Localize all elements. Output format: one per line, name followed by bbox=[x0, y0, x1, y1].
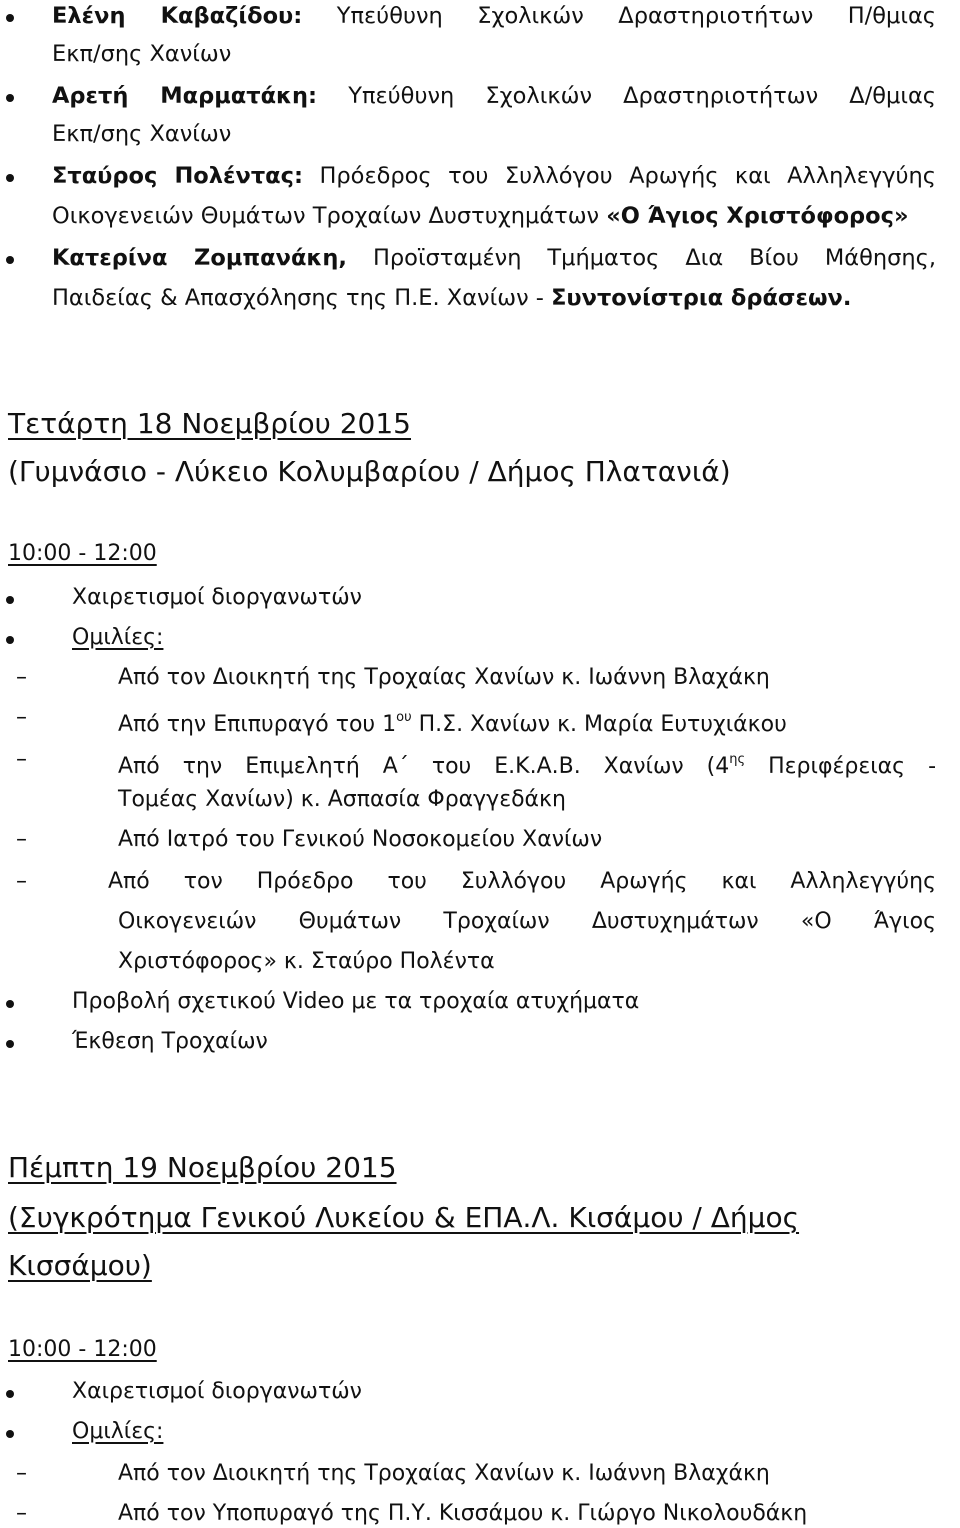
dash: – bbox=[16, 1501, 27, 1526]
organizer-line-cont bbox=[52, 196, 936, 236]
day1-welcome: Χαιρετισμοί διοργανωτών bbox=[72, 585, 362, 610]
organizer-role: Προϊσταμένη Τμήματος Δια Βίου Μάθησης, bbox=[372, 245, 937, 271]
day2-venue: (Συγκρότημα Γενικού Λυκείου & ΕΠΑ.Λ. Κισάμου / Δήμος bbox=[8, 1201, 800, 1234]
organizer-name: Κατερίνα Ζομπανάκη, bbox=[52, 245, 347, 271]
dash: – bbox=[16, 827, 27, 852]
bullet bbox=[6, 256, 14, 264]
day1-talk bbox=[118, 658, 936, 698]
organizer-role-cont: Παιδείας & Απασχόλησης της Π.Ε. Χανίων - bbox=[52, 285, 544, 311]
dash: – bbox=[16, 1461, 27, 1486]
day1-talk-cont bbox=[118, 902, 936, 942]
talk-speaker-role-cont: Τομέας Χανίων) bbox=[118, 787, 294, 812]
talk-speaker-role: Από την Επιπυραγό του 1 bbox=[118, 712, 397, 737]
organizer-role: Υπεύθυνη Σχολικών Δραστηριοτήτων Π/θμιας bbox=[336, 3, 936, 29]
organizer-name: Αρετή Μαρματάκη: bbox=[52, 83, 318, 109]
talk-speaker-role: Από Ιατρό του Γενικού Νοσοκομείου Χανίων bbox=[118, 827, 603, 852]
bullet bbox=[6, 1430, 14, 1438]
day1-talk-cont bbox=[118, 780, 936, 820]
bullet bbox=[6, 94, 14, 102]
organizer-line bbox=[52, 0, 936, 36]
day2-talk bbox=[118, 1454, 936, 1494]
bullet bbox=[6, 636, 14, 644]
organizer-name: Σταύρος Πολέντας: bbox=[52, 163, 303, 189]
dash: – bbox=[16, 869, 27, 894]
dash: – bbox=[16, 705, 27, 730]
day1-talk-cont bbox=[118, 942, 936, 982]
day2-title: Πέμπτη 19 Νοεμβρίου 2015 bbox=[8, 1151, 397, 1184]
organizer-role-cont: Οικογενειών Θυμάτων Τροχαίων Δυστυχημάτων bbox=[52, 203, 600, 229]
talk-speaker-role-cont: Περιφέρειας - bbox=[745, 754, 937, 779]
organizer-line bbox=[52, 238, 936, 278]
organizer-role-cont: Εκπ/σης Χανίων bbox=[52, 121, 232, 147]
bullet bbox=[6, 174, 14, 182]
dash: – bbox=[16, 747, 27, 772]
day2-talk bbox=[118, 1494, 936, 1528]
talk-speaker-role: Από τον Υποπυραγό της Π.Υ. Κισσάμου bbox=[118, 1501, 544, 1526]
bullet bbox=[6, 596, 14, 604]
talk-speaker-name: κ. Ιωάννη Βλαχάκη bbox=[561, 1461, 770, 1486]
talk-speaker-name: κ. Σταύρο Πολέντα bbox=[283, 949, 495, 974]
superscript: ης bbox=[729, 752, 746, 767]
organizer-role-cont: Εκπ/σης Χανίων bbox=[52, 41, 232, 67]
day1-video: Προβολή σχετικού Video με τα τροχαία ατυχήματα bbox=[72, 989, 640, 1014]
talk-speaker-name: κ. Ασπασία Φραγγεδάκη bbox=[300, 787, 566, 812]
bullet bbox=[6, 1390, 14, 1398]
organizer-line-cont bbox=[52, 34, 936, 74]
talk-speaker-role: Από την Επιμελητή Α΄ του Ε.Κ.Α.Β. Χανίων (4 bbox=[118, 754, 730, 779]
day1-title: Τετάρτη 18 Νοεμβρίου 2015 bbox=[8, 407, 411, 440]
day1-exhibition: Έκθεση Τροχαίων bbox=[72, 1029, 268, 1054]
superscript: ου bbox=[396, 710, 412, 725]
day2-talks-label: Ομιλίες: bbox=[72, 1419, 164, 1444]
talk-speaker-role: Από τον Διοικητή της Τροχαίας Χανίων bbox=[118, 665, 555, 690]
organizer-line-cont bbox=[52, 114, 936, 154]
talk-speaker-name: κ. Μαρία Ευτυχιάκου bbox=[557, 712, 787, 737]
talk-speaker-role-cont: Π.Σ. Χανίων bbox=[411, 712, 551, 737]
talk-speaker-role: Από τον Πρόεδρο του Συλλόγου Αρωγής και Αλληλεγγύης bbox=[108, 869, 936, 894]
talk-speaker-name: κ. Ιωάννη Βλαχάκη bbox=[561, 665, 770, 690]
dash: – bbox=[16, 665, 27, 690]
talk-speaker-role-cont: Οικογενειών Θυμάτων Τροχαίων Δυστυχημάτων «Ο Άγιος bbox=[118, 909, 936, 934]
organizer-role: Υπεύθυνη Σχολικών Δραστηριοτήτων Δ/θμιας bbox=[348, 83, 937, 109]
organizer-line bbox=[52, 76, 936, 116]
day1-talk bbox=[118, 740, 936, 780]
organizer-role: Πρόεδρος του Συλλόγου Αρωγής και Αλληλεγγύης bbox=[319, 163, 936, 189]
bullet bbox=[6, 1040, 14, 1048]
day1-talk bbox=[108, 862, 936, 902]
day1-time: 10:00 - 12:00 bbox=[8, 541, 157, 566]
talk-speaker-name: κ. Γιώργο Νικολουδάκη bbox=[550, 1501, 808, 1526]
bullet bbox=[6, 1000, 14, 1008]
organizer-line bbox=[52, 156, 936, 196]
day2-venue-cont: Κισσάμου) bbox=[8, 1249, 152, 1282]
day2-welcome: Χαιρετισμοί διοργανωτών bbox=[72, 1379, 362, 1404]
day1-talk bbox=[118, 820, 936, 860]
talk-speaker-role-cont: Χριστόφορος» bbox=[118, 949, 277, 974]
coordinator-label: Συντονίστρια δράσεων. bbox=[551, 285, 852, 311]
day2-time: 10:00 - 12:00 bbox=[8, 1337, 157, 1362]
organizer-line-cont bbox=[52, 278, 936, 318]
bullet bbox=[6, 14, 14, 22]
organizer-name: Ελένη Καβαζίδου: bbox=[52, 3, 303, 29]
day1-talks-label: Ομιλίες: bbox=[72, 625, 164, 650]
day1-talk bbox=[118, 698, 936, 738]
day1-venue: (Γυμνάσιο - Λύκειο Κολυμβαρίου / Δήμος Πλατανιά) bbox=[8, 455, 731, 488]
association-name: «Ο Άγιος Χριστόφορος» bbox=[606, 203, 909, 229]
talk-speaker-role: Από τον Διοικητή της Τροχαίας Χανίων bbox=[118, 1461, 555, 1486]
